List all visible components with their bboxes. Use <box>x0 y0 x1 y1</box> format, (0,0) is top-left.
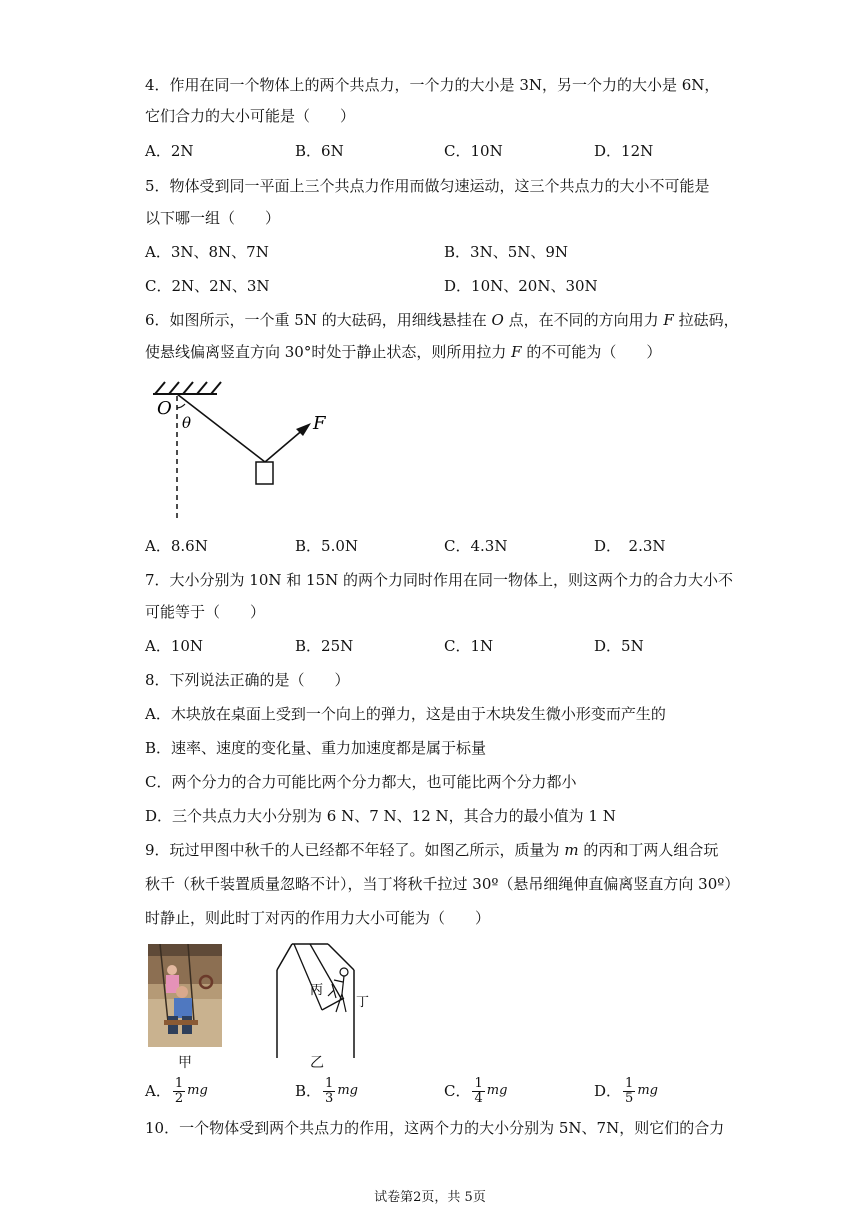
q7-option-d: D．5N <box>594 637 644 655</box>
q7-stem-line1: 7．大小分别为 10N 和 15N 的两个力同时作用在同一物体上，则这两个力的合力大小不 <box>145 571 734 589</box>
q6-force-diagram <box>145 372 345 522</box>
q8-option-d: D．三个共点力大小分别为 6 N、7 N、12 N，其合力的最小值为 1 N <box>145 807 616 825</box>
page-footer: 试卷第2页，共 5页 <box>374 1190 486 1205</box>
q9-option-c: C． $\frac{1}{4}$ mg <box>444 1075 508 1106</box>
q5-option-b: B．3N、5N、9N <box>444 243 569 261</box>
q5-stem-line1: 5．物体受到同一平面上三个共点力作用而做匀速运动，这三个共点力的大小不可能是 <box>145 177 710 195</box>
force-f-arrow <box>265 428 305 462</box>
q4-option-d: D．12N <box>594 142 654 160</box>
q7-stem-line2: 可能等于（ ） <box>145 603 266 621</box>
q5-stem-line2: 以下哪一组（ ） <box>145 209 281 227</box>
q4-option-c: C．10N <box>444 142 503 160</box>
q6-option-d: D． 2.3N <box>594 537 666 555</box>
q5-option-d: D．10N、20N、30N <box>444 277 598 295</box>
q8-option-c: C．两个分力的合力可能比两个分力都大，也可能比两个分力都小 <box>145 773 577 791</box>
q9-option-d: D． $\frac{1}{5}$ mg <box>594 1075 658 1106</box>
q8-option-a: A．木块放在桌面上受到一个向上的弹力，这是由于木块发生微小形变而产生的 <box>145 705 666 723</box>
caption-yi: 乙 <box>310 1055 324 1071</box>
swing-photo <box>148 944 222 1047</box>
q7-option-b: B．25N <box>295 637 354 655</box>
ceiling-hatch <box>153 382 221 394</box>
angle-arc <box>177 404 185 408</box>
q4-option-b: B．6N <box>295 142 344 160</box>
q9-option-a: A． $\frac{1}{2}$ mg <box>145 1075 208 1106</box>
label-bing: 丙 <box>310 983 324 998</box>
q4-stem-line1: 4．作用在同一个物体上的两个共点力，一个力的大小是 3N，另一个力的大小是 6N， <box>145 76 720 94</box>
caption-jia: 甲 <box>178 1055 192 1071</box>
q6-option-c: C．4.3N <box>444 537 508 555</box>
q7-option-c: C．1N <box>444 637 494 655</box>
q6-option-a: A．8.6N <box>145 537 208 555</box>
q8-option-b: B．速率、速度的变化量、重力加速度都是属于标量 <box>145 739 487 757</box>
q9-stem-line3: 时静止，则此时丁对丙的作用力大小可能为（ ） <box>145 909 491 927</box>
q4-stem-line2: 它们合力的大小可能是（ ） <box>145 107 356 125</box>
label-theta: θ <box>182 414 192 432</box>
q7-option-a: A．10N <box>145 637 204 655</box>
q5-option-a: A．3N、8N、7N <box>145 243 269 261</box>
q8-stem: 8．下列说法正确的是（ ） <box>145 671 350 689</box>
q9-option-b: B． $\frac{1}{3}$ mg <box>295 1075 358 1106</box>
swing-diagram <box>262 940 382 1060</box>
q6-stem-line2: 使悬线偏离竖直方向 30°时处于静止状态，则所用拉力 F 的不可能为（ ） <box>145 343 662 361</box>
q5-option-c: C．2N、2N、3N <box>145 277 270 295</box>
weight-block <box>256 462 273 484</box>
q9-stem-line1: 9．玩过甲图中秋千的人已经都不年轻了。如图乙所示，质量为 m 的丙和丁两人组合玩 <box>145 841 719 859</box>
label-ding: 丁 <box>356 995 370 1010</box>
label-o: O <box>157 398 172 419</box>
q4-option-a: A．2N <box>145 142 194 160</box>
q6-stem-line1: 6．如图所示，一个重 5N 的大砝码，用细线悬挂在 O 点，在不同的方向用力 F 拉砝码， <box>145 311 739 329</box>
q10-stem-line1: 10．一个物体受到两个共点力的作用，这两个力的大小分别为 5N、7N，则它们的合力 <box>145 1119 725 1137</box>
label-f: F <box>313 413 326 434</box>
q6-option-b: B．5.0N <box>295 537 359 555</box>
q9-stem-line2: 秋千（秋千装置质量忽略不计），当丁将秋千拉过 30º（悬吊细绳伸直偏离竖直方向 30º） <box>145 875 740 893</box>
